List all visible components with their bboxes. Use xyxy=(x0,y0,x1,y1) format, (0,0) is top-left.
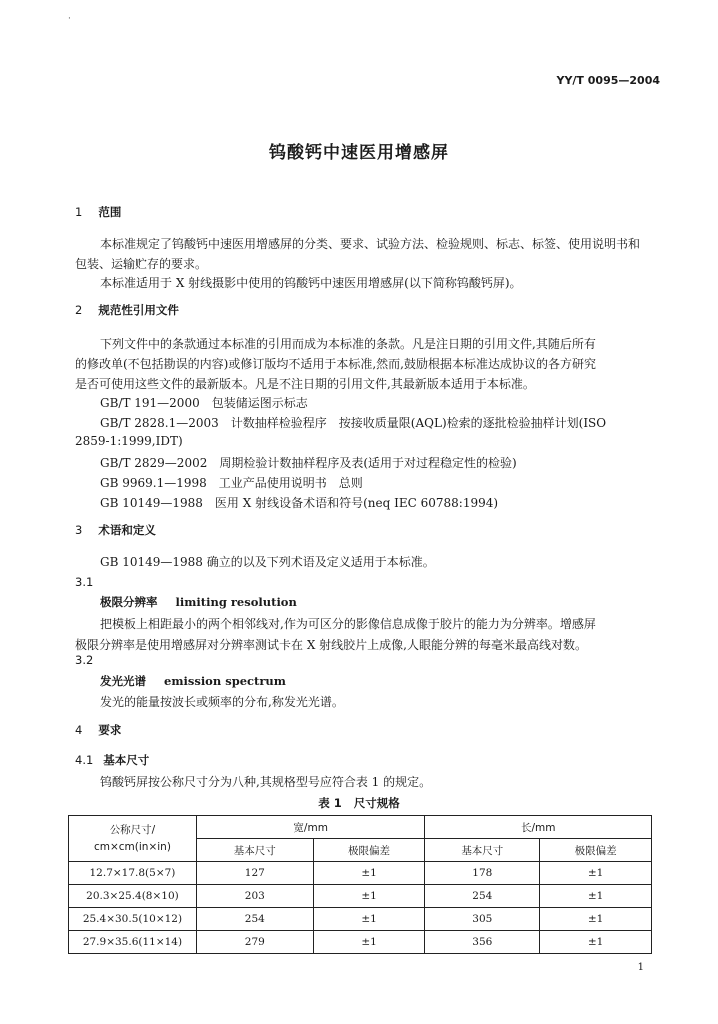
cell-width-tolerance: ±1 xyxy=(313,862,425,885)
section-1-para1-line1: 本标准规定了钨酸钙中速医用增感屏的分类、要求、试验方法、检验规则、标志、标签、使用说明书和 xyxy=(100,237,641,251)
term-3-2-name-cn: 发光光谱 xyxy=(100,674,146,688)
cell-nominal: 20.3×25.4(8×10) xyxy=(69,885,197,908)
term-3-2-heading xyxy=(100,673,286,689)
reference-item-continuation: 2859-1:1999,IDT) xyxy=(75,434,183,448)
header-nominal-line1: 公称尺寸/ xyxy=(109,823,156,836)
table-row xyxy=(69,908,652,931)
cell-nominal: 25.4×30.5(10×12) xyxy=(69,908,197,931)
cell-length: 305 xyxy=(425,908,540,931)
section-2-para-line1: 下列文件中的条款通过本标准的引用而成为本标准的条款。凡是注日期的引用文件,其随后所有 xyxy=(100,337,596,351)
section-3-heading xyxy=(75,522,156,538)
cell-length: 178 xyxy=(425,862,540,885)
section-1-heading xyxy=(75,204,121,220)
reference-item: GB/T 2828.1—2003 计数抽样检验程序 按接收质量限(AQL)检索的逐批检验抽样计划(ISO xyxy=(100,416,607,430)
document-title: 钨酸钙中速医用增感屏 xyxy=(269,143,449,163)
section-3-intro: GB 10149—1988 确立的以及下列术语及定义适用于本标准。 xyxy=(100,555,435,569)
section-2-para-line3: 是否可使用这些文件的最新版本。凡是不注日期的引用文件,其最新版本适用于本标准。 xyxy=(75,377,535,391)
table-caption-title: 尺寸规格 xyxy=(353,796,400,810)
reference-item: GB/T 2829—2002 周期检验计数抽样程序及表(适用于对过程稳定性的检验) xyxy=(100,456,517,470)
term-3-1-name-en: limiting resolution xyxy=(175,595,297,609)
term-3-2-def: 发光的能量按波长或频率的分布,称发光光谱。 xyxy=(100,695,344,709)
subsection-4-1-number: 4.1 xyxy=(75,753,94,767)
section-2-heading xyxy=(75,302,179,318)
term-3-2-number: 3.2 xyxy=(75,653,94,667)
cell-width: 254 xyxy=(196,908,313,931)
section-4-title: 要求 xyxy=(98,723,122,737)
section-4-heading xyxy=(75,722,121,738)
cell-nominal: 12.7×17.8(5×7) xyxy=(69,862,197,885)
cell-nominal: 27.9×35.6(11×14) xyxy=(69,931,197,954)
cell-length-tolerance: ±1 xyxy=(540,931,652,954)
section-3-title: 术语和定义 xyxy=(98,523,156,537)
header-length-tolerance: 极限偏差 xyxy=(540,839,652,862)
section-2-para-line2: 的修改单(不包括勘误的内容)或修订版均不适用于本标准,然而,鼓励根据本标准达成协议的各方研究 xyxy=(75,357,596,371)
section-1-title: 范围 xyxy=(98,205,122,219)
table-caption-label: 表 1 xyxy=(318,796,342,810)
header-width: 宽/mm xyxy=(196,816,425,839)
term-3-1-def-line2: 极限分辨率是使用增感屏对分辨率测试卡在 X 射线胶片上成像,人眼能分辨的每毫米最高线对数。 xyxy=(75,638,587,652)
section-1-para2: 本标准适用于 X 射线摄影中使用的钨酸钙中速医用增感屏(以下简称钨酸钙屏)。 xyxy=(100,276,522,290)
header-length: 长/mm xyxy=(425,816,652,839)
header-nominal-size xyxy=(69,816,197,862)
term-3-2-name-en: emission spectrum xyxy=(164,674,286,688)
term-3-1-heading xyxy=(100,594,297,610)
cell-length: 254 xyxy=(425,885,540,908)
cell-width-tolerance: ±1 xyxy=(313,885,425,908)
section-2-number: 2 xyxy=(75,303,83,317)
cell-length-tolerance: ±1 xyxy=(540,862,652,885)
subsection-4-1-text: 钨酸钙屏按公称尺寸分为八种,其规格型号应符合表 1 的规定。 xyxy=(100,775,432,789)
header-length-basic: 基本尺寸 xyxy=(425,839,540,862)
cell-length-tolerance: ±1 xyxy=(540,885,652,908)
header-width-basic: 基本尺寸 xyxy=(196,839,313,862)
cell-length-tolerance: ±1 xyxy=(540,908,652,931)
header-width-tolerance: 极限偏差 xyxy=(313,839,425,862)
reference-item: GB/T 191—2000 包装储运图示标志 xyxy=(100,396,308,410)
reference-item: GB 10149—1988 医用 X 射线设备术语和符号(neq IEC 60788:1994) xyxy=(100,496,499,510)
section-1-number: 1 xyxy=(75,205,83,219)
cell-width: 203 xyxy=(196,885,313,908)
cell-width-tolerance: ±1 xyxy=(313,908,425,931)
term-3-1-name-cn: 极限分辨率 xyxy=(100,595,158,609)
cell-width: 279 xyxy=(196,931,313,954)
term-3-1-def-line1: 把模板上相距最小的两个相邻线对,作为可区分的影像信息成像于胶片的能力为分辨率。增感屏 xyxy=(100,617,596,631)
subsection-4-1-heading xyxy=(75,752,149,768)
section-4-number: 4 xyxy=(75,723,83,737)
header-nominal-line2: cm×cm(in×in) xyxy=(93,840,171,853)
cell-length: 356 xyxy=(425,931,540,954)
section-3-number: 3 xyxy=(75,523,83,537)
corner-mark: · xyxy=(68,14,71,24)
section-2-title: 规范性引用文件 xyxy=(98,303,179,317)
table-row xyxy=(69,862,652,885)
cell-width: 127 xyxy=(196,862,313,885)
page-number: 1 xyxy=(637,962,644,973)
size-spec-table xyxy=(68,815,652,954)
section-1-para1-line2: 包装、运输贮存的要求。 xyxy=(75,257,208,271)
reference-item: GB 9969.1—1998 工业产品使用说明书 总则 xyxy=(100,476,363,490)
table-caption xyxy=(0,795,718,811)
table-row xyxy=(69,931,652,954)
cell-width-tolerance: ±1 xyxy=(313,931,425,954)
standard-code: YY/T 0095—2004 xyxy=(556,74,660,87)
table-row xyxy=(69,885,652,908)
term-3-1-number: 3.1 xyxy=(75,575,94,589)
subsection-4-1-title: 基本尺寸 xyxy=(103,753,150,767)
